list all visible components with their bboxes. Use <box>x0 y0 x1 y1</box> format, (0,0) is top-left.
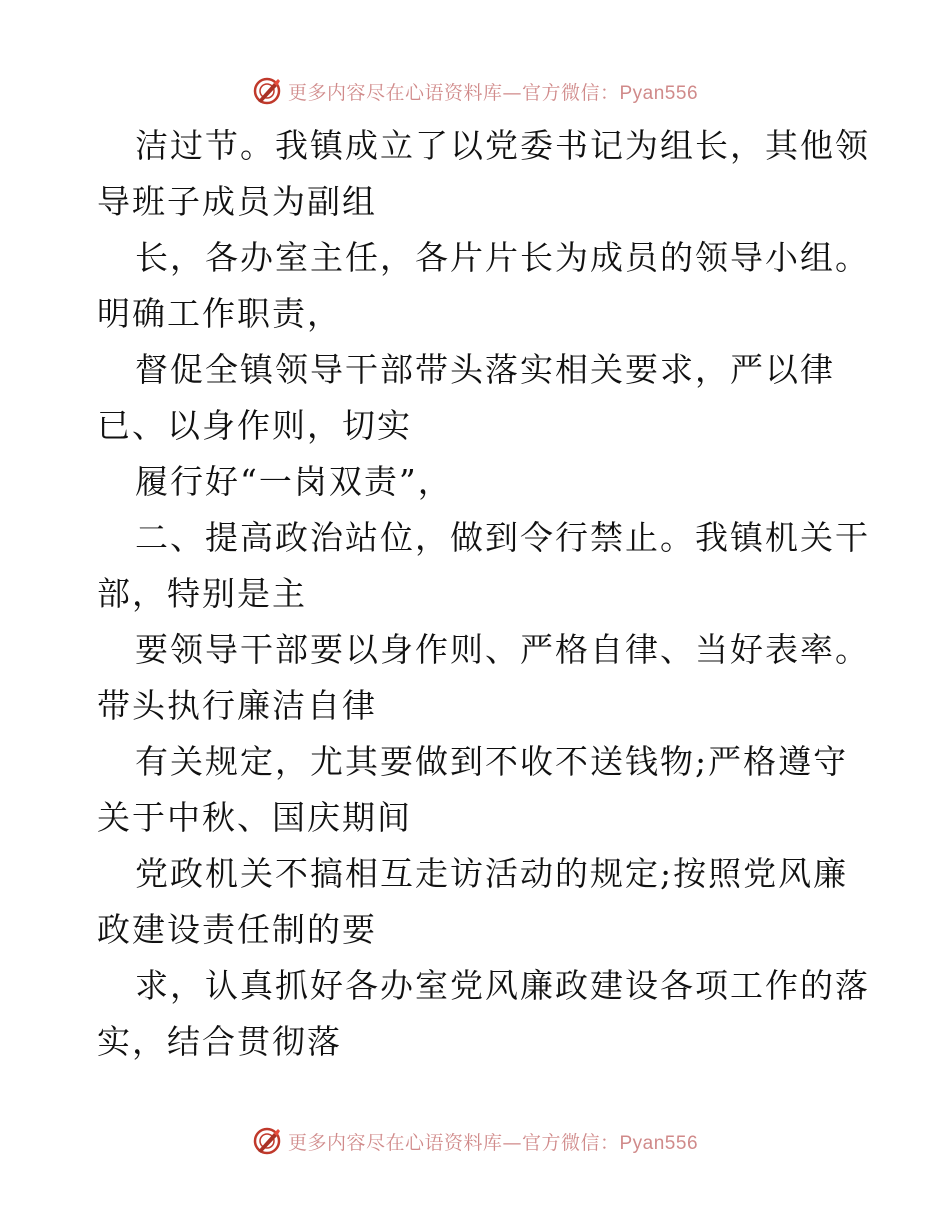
footer-banner-text: 更多内容尽在心语资料库—官方微信：Pyan556 <box>287 1131 699 1154</box>
text-line: 要领导干部要以身作则、严格自律、当好表率。 <box>135 630 870 669</box>
text-line: 已、以身作则，切实 <box>97 406 412 445</box>
text-line: 实，结合贯彻落 <box>97 1022 342 1061</box>
text-line: 明确工作职责， <box>97 294 342 333</box>
pen-logo-icon <box>252 76 282 106</box>
wechat-id: Pyan556 <box>619 1132 699 1154</box>
footer-banner <box>0 1121 950 1161</box>
document-body <box>97 118 887 1070</box>
wechat-id: Pyan556 <box>619 82 699 104</box>
pen-logo-icon <box>252 1126 282 1156</box>
text-line: 履行好“一岗双责”， <box>135 462 453 501</box>
text-line: 关于中秋、国庆期间 <box>97 798 412 837</box>
text-line: 有关规定，尤其要做到不收不送钱物;严格遵守 <box>135 742 849 781</box>
text-line: 洁过节。我镇成立了以党委书记为组长，其他领 <box>135 126 870 165</box>
text-line: 长，各办室主任，各片片长为成员的领导小组。 <box>135 238 870 277</box>
text-line: 导班子成员为副组 <box>97 182 377 221</box>
text-line: 二、提高政治站位，做到令行禁止。我镇机关干 <box>135 518 870 557</box>
header-banner-text: 更多内容尽在心语资料库—官方微信：Pyan556 <box>287 81 699 104</box>
text-line: 党政机关不搞相互走访活动的规定;按照党风廉 <box>135 854 849 893</box>
text-line: 部，特别是主 <box>97 574 307 613</box>
text-line: 求，认真抓好各办室党风廉政建设各项工作的落 <box>135 966 870 1005</box>
text-line: 政建设责任制的要 <box>97 910 377 949</box>
header-banner <box>0 71 950 111</box>
text-line: 带头执行廉洁自律 <box>97 686 377 725</box>
text-line: 督促全镇领导干部带头落实相关要求，严以律 <box>135 350 835 389</box>
